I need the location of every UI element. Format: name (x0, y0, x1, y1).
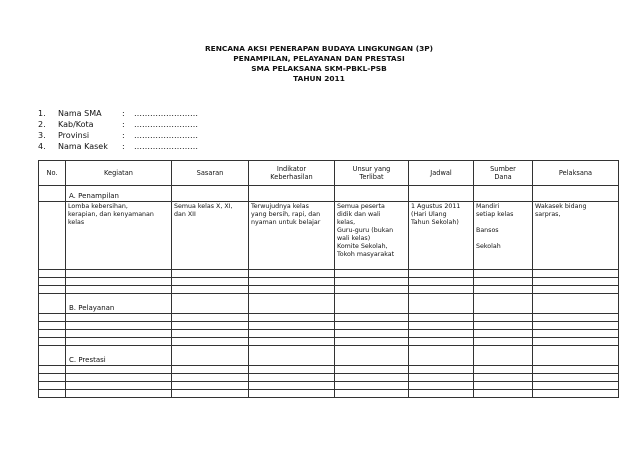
section-row-pelayanan (39, 294, 619, 314)
identity-number: 3. (38, 131, 46, 140)
identity-blank: …………………… (134, 142, 198, 151)
table-row (39, 314, 619, 322)
identity-blank: …………………… (134, 109, 198, 118)
col-header-sasaran: Sasaran (172, 161, 249, 186)
col-header-sumber: Sumber Dana (474, 161, 533, 186)
cell-unsur: Semua peserta didik dan wali kelas, Guru-guru (bukan wali kelas) Komite Sekolah, Tokoh masyarakat (335, 202, 409, 270)
col-header-no: No. (39, 161, 66, 186)
title-line: SMA PELAKSANA SKM-PBKL-PSB (251, 64, 387, 73)
section-label: A. Penampilan (66, 186, 172, 202)
identity-label: Provinsi (58, 131, 90, 140)
table-cell (474, 186, 533, 202)
title-line: TAHUN 2011 (293, 74, 345, 83)
identity-colon: : (122, 120, 125, 129)
identity-number: 4. (38, 142, 46, 151)
section-row-prestasi (39, 346, 619, 366)
title-line: PENAMPILAN, PELAYANAN DAN PRESTASI (233, 54, 405, 63)
identity-number: 2. (38, 120, 46, 129)
section-row-penampilan (39, 186, 619, 202)
table-cell (409, 186, 474, 202)
section-label: B. Pelayanan (66, 294, 172, 314)
table-cell (249, 186, 335, 202)
table-row (39, 330, 619, 338)
cell-pelaksana: Wakasek bidang sarpras, (533, 202, 619, 270)
identity-label: Kab/Kota (58, 120, 94, 129)
table-row (39, 374, 619, 382)
section-label: C. Prestasi (66, 346, 172, 366)
table-row (39, 286, 619, 294)
table-cell (335, 186, 409, 202)
col-header-unsur: Unsur yang Terlibat (335, 161, 409, 186)
table-row (39, 202, 619, 270)
identity-label: Nama Kasek (58, 142, 108, 151)
table-row (39, 338, 619, 346)
identity-blank: …………………… (134, 131, 198, 140)
table-row (39, 366, 619, 374)
identity-number: 1. (38, 109, 46, 118)
col-header-indikator: Indikator Keberhasilan (249, 161, 335, 186)
table-cell (39, 294, 66, 314)
title-line: RENCANA AKSI PENERAPAN BUDAYA LINGKUNGAN (3P) (204, 44, 434, 53)
cell-indikator: Terwujudnya kelas yang bersih, rapi, dan nyaman untuk belajar (249, 202, 335, 270)
identity-blank: …………………… (134, 120, 198, 129)
table-row (39, 270, 619, 278)
table-header-row (39, 161, 619, 186)
identity-colon: : (122, 109, 125, 118)
cell-jadwal: 1 Agustus 2011 (Hari Ulang Tahun Sekolah) (409, 202, 474, 270)
identity-colon: : (122, 131, 125, 140)
action-plan-table (38, 160, 619, 398)
col-header-pelaksana: Pelaksana (533, 161, 619, 186)
table-row (39, 390, 619, 398)
col-header-kegiatan: Kegiatan (66, 161, 172, 186)
table-cell (39, 202, 66, 270)
cell-sumber: Mandiri setiap kelas Bansos Sekolah (474, 202, 533, 270)
cell-kegiatan: Lomba kebersihan, kerapian, dan kenyamanan kelas (66, 202, 172, 270)
identity-label: Nama SMA (58, 109, 102, 118)
table-row (39, 278, 619, 286)
table-row (39, 322, 619, 330)
table-cell (172, 186, 249, 202)
table-row (39, 382, 619, 390)
table-cell (533, 186, 619, 202)
cell-sasaran: Semua kelas X, XI, dan XII (172, 202, 249, 270)
table-cell (39, 186, 66, 202)
identity-colon: : (122, 142, 125, 151)
table-cell (39, 346, 66, 366)
col-header-jadwal: Jadwal (409, 161, 474, 186)
